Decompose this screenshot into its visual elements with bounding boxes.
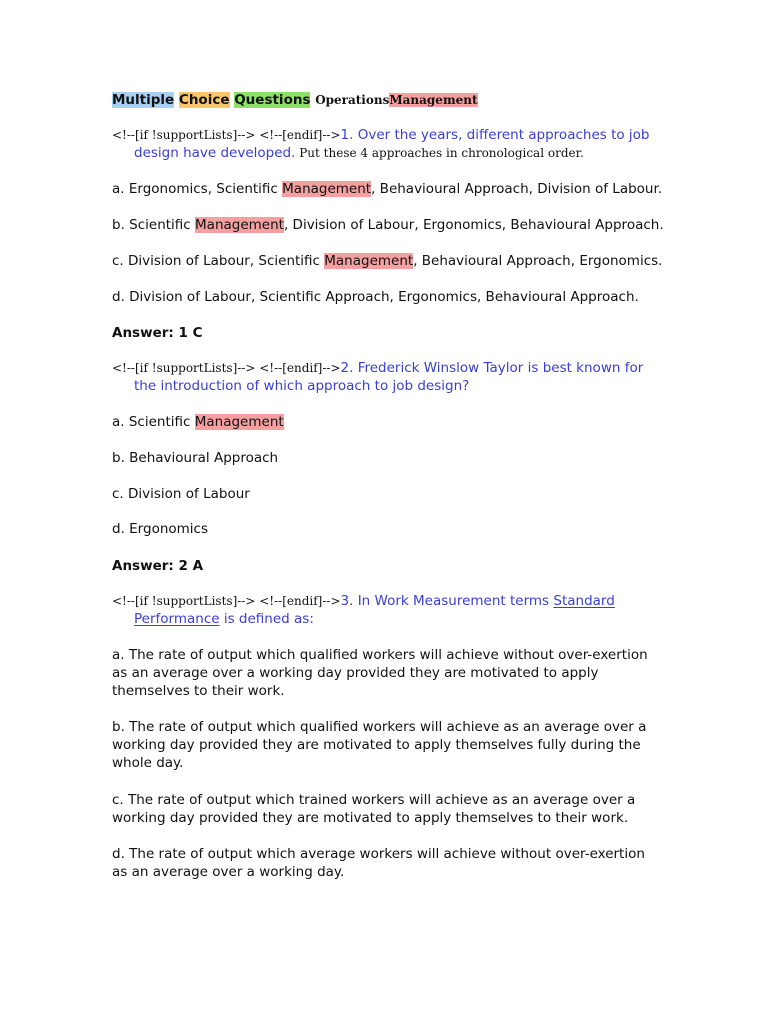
option-text: c. Division of Labour, Scientific (112, 253, 325, 269)
question-1-rest: Put these 4 approaches in chronological order. (295, 146, 584, 160)
question-3-option-d (112, 845, 740, 881)
option-text: , Behavioural Approach, Ergonomics. (413, 253, 663, 269)
question-1-comment-prefix: <!--[if !supportLists]--> <!--[endif]--> (112, 128, 341, 142)
question-1-option-a (112, 180, 740, 198)
question-2-lead: 2. Frederick Winslow Taylor is best known for (340, 360, 644, 376)
option-line: working day provided they are motivated to apply themselves fully during the (112, 737, 641, 753)
option-highlight: Management (282, 181, 372, 197)
title-word-management: Management (389, 93, 478, 107)
question-2-option-d: d. Ergonomics (112, 521, 208, 537)
option-highlight: Management (195, 217, 284, 233)
question-1-stem (112, 126, 740, 162)
option-line: as an average over a working day. (112, 864, 345, 880)
option-line: themselves to their work. (112, 683, 285, 699)
question-3-lead: 3. In Work Measurement terms (340, 593, 554, 609)
question-2-comment-prefix: <!--[if !supportLists]--> <!--[endif]--> (112, 361, 341, 375)
question-2-lead-2: the introduction of which approach to job design? (134, 378, 470, 394)
question-3-lead-2: is defined as: (219, 611, 314, 627)
option-line: c. The rate of output which trained workers will achieve as an average over a (112, 792, 636, 808)
question-3-stem (112, 592, 740, 628)
option-text: d. Division of Labour, Scientific Approach, Ergonomics, Behavioural Approach. (112, 289, 639, 305)
standard-link[interactable]: Standard (553, 593, 615, 609)
option-text: a. Ergonomics, Scientific (112, 181, 283, 197)
question-1-answer: Answer: 1 C (112, 325, 203, 341)
option-text: , Division of Labour, Ergonomics, Behavioural Approach. (283, 217, 664, 233)
document-title (112, 90, 740, 110)
question-3-option-c (112, 791, 740, 827)
option-line: d. The rate of output which average workers will achieve without over-exertion (112, 846, 645, 862)
option-text: b. Scientific (112, 217, 196, 233)
option-line: whole day. (112, 755, 184, 771)
title-word-multiple: Multiple (112, 92, 175, 108)
title-word-questions: Questions (234, 92, 311, 108)
performance-link[interactable]: Performance (134, 611, 220, 627)
title-word-choice: Choice (178, 92, 230, 108)
option-line: b. The rate of output which qualified workers will achieve as an average over a (112, 719, 647, 735)
question-3-comment-prefix: <!--[if !supportLists]--> <!--[endif]--> (112, 594, 341, 608)
option-line: as an average over a working day provided they are motivated to apply (112, 665, 599, 681)
option-text: , Behavioural Approach, Division of Labour. (371, 181, 663, 197)
question-2-stem (112, 359, 740, 395)
question-1-option-c (112, 252, 740, 270)
option-line: working day provided they are motivated to apply themselves to their work. (112, 810, 629, 826)
question-2-option-a (112, 413, 740, 431)
question-2-option-b: b. Behavioural Approach (112, 450, 279, 466)
question-1-lead: 1. Over the years, different approaches to job (340, 127, 650, 143)
question-1-lead-2: design have developed. (134, 145, 296, 161)
question-3-option-b (112, 718, 740, 772)
option-line: a. The rate of output which qualified workers will achieve without over-exertion (112, 647, 648, 663)
title-word-operations: Operations (315, 93, 390, 107)
option-text: a. Scientific (112, 414, 195, 430)
question-2-answer: Answer: 2 A (112, 558, 204, 574)
question-1-option-d (112, 288, 740, 306)
question-1-option-b (112, 216, 740, 234)
option-highlight: Management (194, 414, 284, 430)
question-2-option-c: c. Division of Labour (112, 486, 250, 502)
option-highlight: Management (324, 253, 414, 269)
question-3-option-a (112, 646, 740, 700)
